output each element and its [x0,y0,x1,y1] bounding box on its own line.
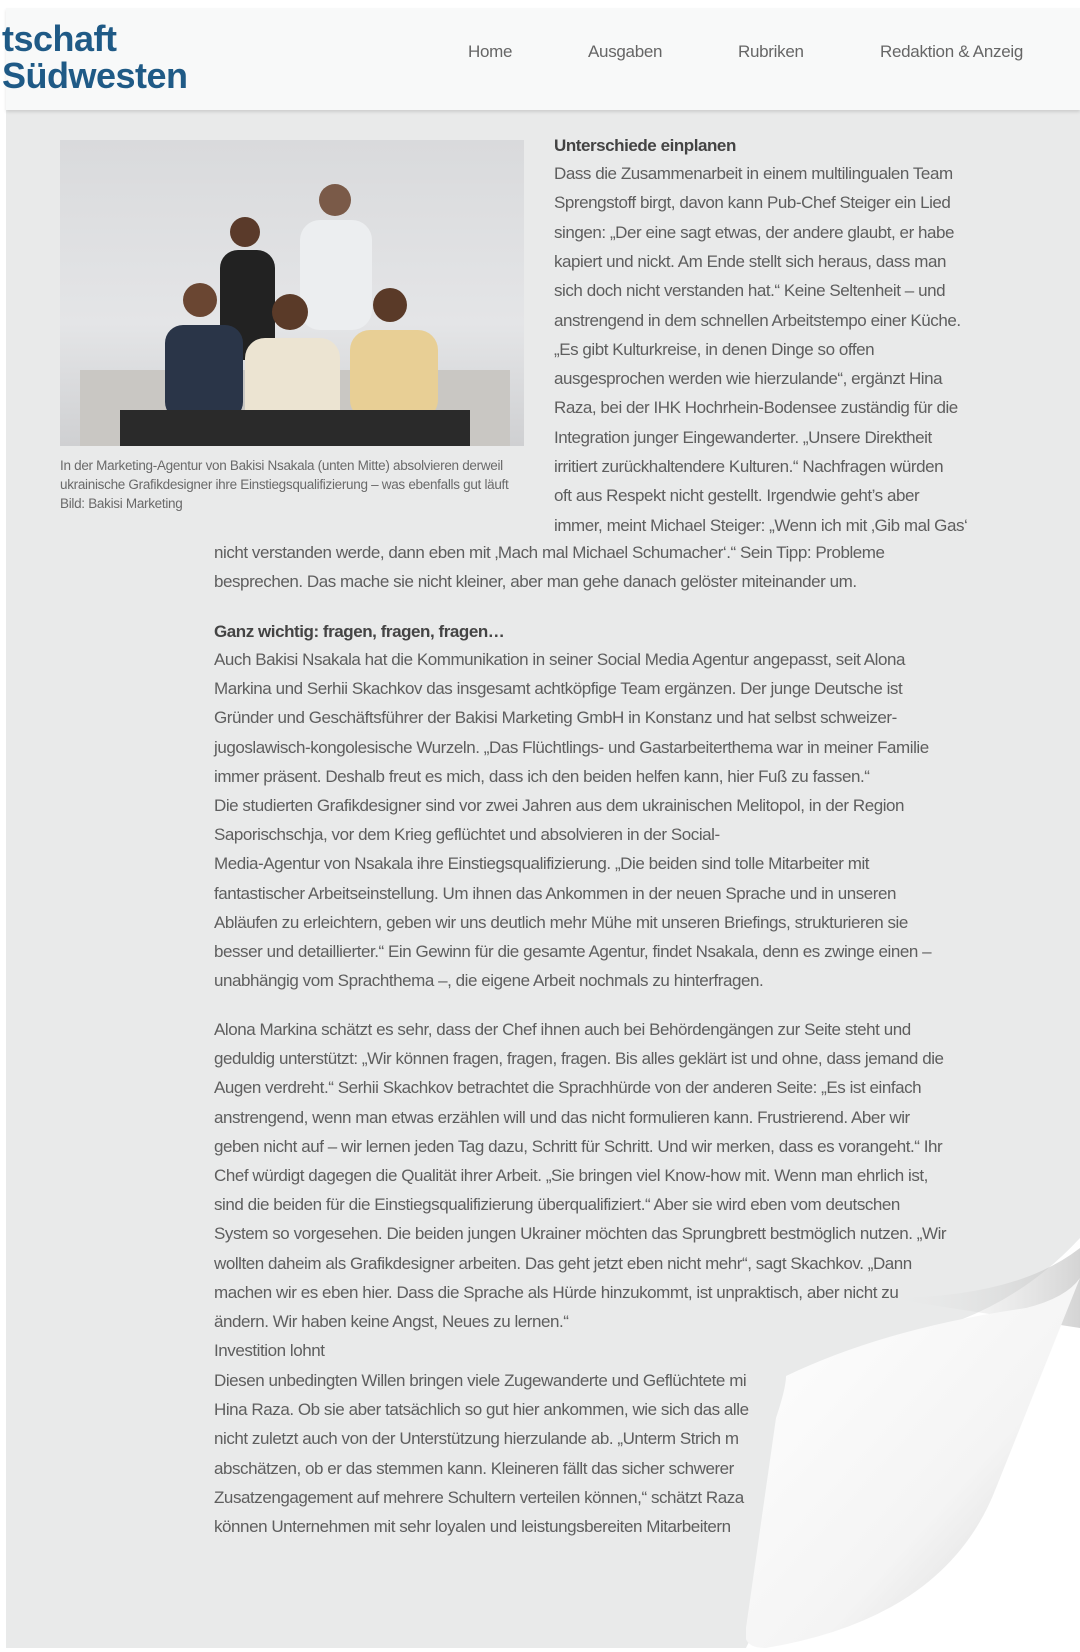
text-line: wollten daheim als Grafikdesigner arbeiten. Das geht jetzt eben nicht mehr“, sagt Skachkov. „Dann [214,1253,912,1273]
text-line: abschätzen, ob er das stemmen kann. Kleineren fällt das sicher schwerer [214,1458,734,1478]
text-line: nicht zuletzt auch von der Unterstützung hierzulande ab. „Unterm Strich m [214,1429,739,1449]
section-heading: Ganz wichtig: fragen, fragen, fragen… [214,622,505,641]
text-line: besser und detaillierter.“ Ein Gewinn für die gesamte Agentur, findet Nsakala, denn es zwinge einen – [214,942,932,961]
text-line: unabhängig vom Sprachthema –, die eigene Arbeit nochmals zu hinterfragen. [214,971,764,991]
text-line: Media-Agentur von Nsakala ihre Einstiegsqualifizierung. „Die beiden sind tolle Mitarbeiter mit [214,854,870,874]
text-line: Dass die Zusammenarbeit in einem multilingualen Team [554,164,953,183]
text-line: fantastischer Arbeitseinstellung. Um ihnen das Ankommen in der neuen Sprache und in unseren [214,883,896,903]
text-line: Raza, bei der IHK Hochrhein-Bodensee zuständig für die [554,398,958,418]
text-line: immer, meint Michael Steiger: „Wenn ich mit ‚Gib mal Gas‘ [554,515,968,535]
text-line: ändern. Wir haben keine Angst, Neues zu lernen.“ [214,1312,569,1331]
text-line: Saporischschja, vor dem Krieg geflüchtet und absolvieren in der Social- [214,825,720,845]
text-line: Integration junger Eingewanderter. „Unsere Direktheit [554,427,932,447]
article-page [2,8,1080,1648]
text-line: Alona Markina schätzt es sehr, dass der Chef ihnen auch bei Behördengängen zur Seite steht und [214,1020,911,1039]
site-header [2,8,1080,110]
text-line: singen: „Der eine sagt etwas, der andere glaubt, er habe [554,222,955,242]
text-line: Augen verdreht.“ Serhii Skachkov betrachtet die Sprachhürde von der anderen Seite: „Es ist einfach [214,1078,922,1098]
section-heading: Unterschiede einplanen [554,136,736,155]
text-line: Markina und Serhii Skachkov das insgesamt achtköpfige Team ergänzen. Der junge Deutsche ist [214,679,903,699]
text-line: System so vorgesehen. Die beiden jungen Ukrainer möchten das Sprungbrett bestmöglich nutzen. „Wir [214,1224,947,1244]
text-line: Gründer und Geschäftsführer der Bakisi Marketing GmbH in Konstanz und hat selbst schweizer- [214,708,897,728]
nav-home[interactable]: Home [468,42,513,61]
article-photo [60,140,524,446]
text-line: nicht verstanden werde, dann eben mit ‚Mach mal Michael Schumacher‘.“ Sein Tipp: Probleme [214,543,885,562]
text-line: Hina Raza. Ob sie aber tatsächlich so gut hier ankommen, wie sich das alle [214,1400,749,1420]
text-line: besprechen. Das mache sie nicht kleiner, aber man gehe danach gelöster miteinander um. [214,572,857,591]
text-line: geduldig unterstützt: „Wir können fragen, fragen, fragen. Bis alles geklärt ist und ohne, dass jemand die [214,1049,944,1069]
photo-caption: In der Marketing-Agentur von Bakisi Nsakala (unten Mitte) absolvieren derweil ukrainische Grafikdesigner ihre Einstiegsqualifizierung – was ebenfalls gut läuft Bild: Bakisi Marketing [60,458,509,511]
text-line: „Es gibt Kulturkreise, in denen Dinge so offen [554,339,875,359]
logo-line-2: Südwesten [2,55,188,96]
text-line: Sprengstoff birgt, davon kann Pub-Chef Steiger ein Lied [554,193,951,213]
text-line: sind die beiden für die Einstiegsqualifizierung überqualifiziert.“ Aber sie wird eben vom deutschen [214,1195,900,1215]
text-line: Abläufen zu erleichtern, geben wir uns deutlich mehr Mühe mit unseren Briefings, strukturieren sie [214,912,908,932]
text-line: Auch Bakisi Nsakala hat die Kommunikation in seiner Social Media Agentur angepasst, seit Alona [214,650,906,669]
nav-redaktion-anzeigen[interactable]: Redaktion & Anzeig [880,42,1023,61]
text-line: jugoslawisch-kongolesische Wurzeln. „Das Flüchtlings- und Gastarbeiterthema war in meiner Familie [214,737,929,757]
text-line: irritiert zurückhaltendere Kulturen.“ Nachfragen würden [554,457,944,476]
text-line: Zusatzengagement auf mehrere Schultern verteilen können,“ schätzt Raza [214,1487,744,1507]
text-line: oft aus Respekt nicht gestellt. Irgendwie geht’s aber [554,486,920,506]
text-line: Die studierten Grafikdesigner sind vor zwei Jahren aus dem ukrainischen Melitopol, in der Region [214,796,905,815]
text-line: anstrengend, wenn man etwas erzählen will und das nicht formulieren kann. Frustrierend. Aber wir [214,1107,910,1127]
text-line: können Unternehmen mit sehr loyalen und leistungsbereiten Mitarbeitern [214,1517,731,1536]
logo-line-1: tschaft [2,18,117,59]
text-line: immer präsent. Deshalb freut es mich, dass ich den beiden helfen kann, hier Fuß zu fassen.“ [214,766,870,786]
text-line: sich doch nicht verstanden hat.“ Keine Seltenheit – und [554,281,946,301]
text-line: kapiert und nickt. Am Ende stellt sich heraus, dass man [554,251,946,271]
section-heading: Investition lohnt [214,1341,325,1360]
nav-rubriken[interactable]: Rubriken [738,42,804,61]
text-line: anstrengend in dem schnellen Arbeitstempo einer Küche. [554,310,961,330]
nav-ausgaben[interactable]: Ausgaben [588,42,663,61]
text-line: machen wir es eben hier. Dass die Sprache als Hürde hinzukommt, ist unpraktisch, aber nicht zu [214,1282,899,1302]
text-line: Diesen unbedingten Willen bringen viele Zugewanderte und Geflüchtete mi [214,1371,747,1390]
text-line: Chef würdigt dagegen die Qualität ihrer Arbeit. „Sie bringen viel Know-how mit. Wenn man ehrlich ist, [214,1166,928,1185]
site-logo[interactable] [2,20,188,94]
text-line: ausgesprochen werden wie hierzulande“, ergänzt Hina [554,369,943,389]
page-curl [746,1238,1080,1648]
text-line: geben nicht auf – wir lernen jeden Tag dazu, Schritt für Schritt. Und wir merken, dass es vorangeht.“ Ihr [214,1136,943,1156]
